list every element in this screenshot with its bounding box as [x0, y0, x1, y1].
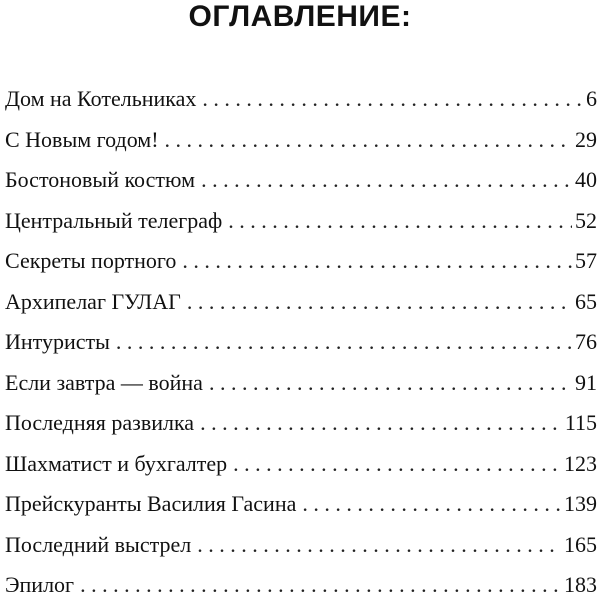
dot-leader [116, 327, 572, 357]
dot-leader [200, 408, 562, 438]
toc-entry [5, 489, 597, 530]
toc-entry-page-number: 115 [564, 410, 597, 435]
toc-entry-page-number: 40 [575, 167, 597, 192]
toc-entry-page-number: 123 [564, 450, 597, 476]
toc-entry-page-number: 183 [564, 572, 597, 597]
toc-entry-page-number: 65 [575, 288, 597, 314]
toc-entry [5, 368, 597, 409]
toc-entry [5, 125, 597, 166]
toc-entry [5, 449, 597, 490]
toc-entry-page-number: 52 [575, 207, 597, 233]
toc-entry-page-number: 57 [575, 248, 597, 273]
toc-entry-label: С Новым годом! [5, 126, 159, 152]
toc-entry-label: Прейскуранты Василия Гасина [5, 491, 297, 516]
toc-entry-label: Бостоновый костюм [5, 167, 196, 192]
dot-leader [233, 449, 561, 479]
toc-entry [5, 84, 597, 125]
toc-entry-page-number: 76 [575, 329, 597, 354]
toc-entry [5, 206, 597, 247]
dot-leader [182, 246, 572, 276]
toc-entry-label: Если завтра — война [5, 369, 203, 395]
dot-leader [197, 530, 561, 560]
dot-leader [187, 287, 572, 317]
toc-entry-label: Последняя развилка [5, 410, 195, 435]
toc-title: ОГЛАВЛЕНИЕ: [188, 0, 412, 33]
toc-entry [5, 570, 597, 611]
toc-entry-label: Последний выстрел [5, 531, 192, 557]
toc-entry [5, 287, 597, 328]
toc-entry [5, 165, 597, 206]
toc-list [5, 84, 597, 611]
toc-entry-label: Интуристы [5, 329, 110, 354]
toc-entry [5, 246, 597, 287]
dot-leader [202, 84, 583, 114]
toc-entry-label: Эпилог [5, 572, 75, 597]
dot-leader [201, 165, 572, 195]
toc-entry-label: Архипелаг ГУЛАГ [5, 288, 181, 314]
dot-leader [209, 368, 572, 398]
toc-entry-page-number: 6 [586, 86, 597, 111]
dot-leader [302, 489, 561, 519]
toc-entry-label: Секреты портного [5, 248, 177, 273]
toc-entry-page-number: 139 [564, 491, 597, 516]
toc-entry-page-number: 29 [575, 126, 597, 152]
toc-entry [5, 530, 597, 571]
toc-entry-label: Дом на Котельниках [5, 86, 197, 111]
dot-leader [165, 125, 572, 155]
toc-entry-page-number: 165 [564, 531, 597, 557]
toc-entry-page-number: 91 [575, 369, 597, 395]
toc-entry-label: Шахматист и бухгалтер [5, 450, 228, 476]
toc-entry [5, 327, 597, 368]
toc-entry [5, 408, 597, 449]
toc-entry-label: Центральный телеграф [5, 207, 223, 233]
dot-leader [228, 206, 572, 236]
